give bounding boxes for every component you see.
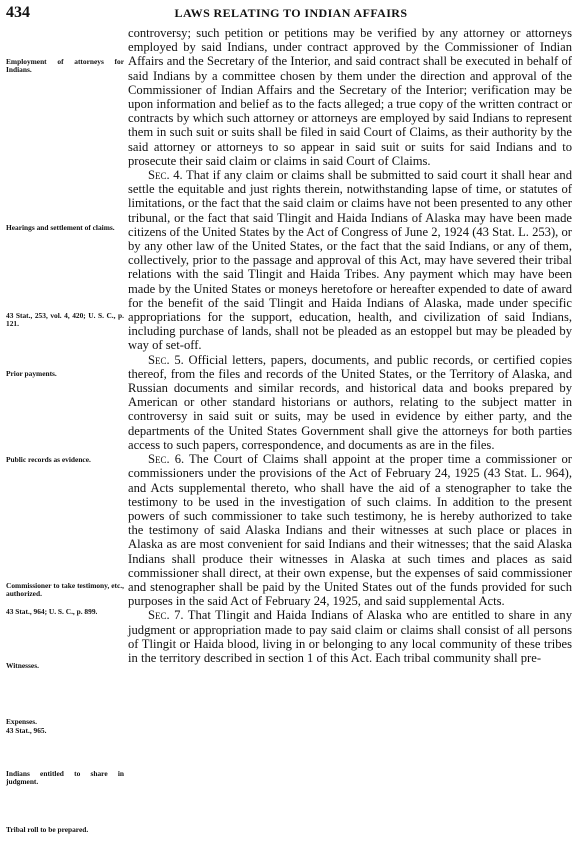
section-label: Sec. 7. bbox=[148, 608, 184, 623]
margin-note: 43 Stat., 964; U. S. C., p. 899. bbox=[6, 607, 98, 616]
section-paragraph bbox=[128, 168, 572, 353]
margin-note: Indians entitled to share in judgment. bbox=[6, 769, 124, 787]
section-paragraph bbox=[128, 608, 572, 665]
margin-note: 43 Stat., 253, vol. 4, 420; U. S. C., p. 121. bbox=[6, 311, 124, 329]
section-label: Sec. 6. bbox=[148, 452, 185, 467]
margin-note: Public records as evidence. bbox=[6, 455, 91, 464]
paragraph-text: Official letters, papers, documents, and public records, or certified copies thereof, from the files and records of the United States, or the Territory of Alaska, and Russian documents and similar records, and historical data and books prepared by American or other standard historians or authors, relating to the subject matter in controversy in said suit or suits, may be used in evidence by either party, and the departments of the United States Government shall give the attorneys for both parties access to such papers, correspondence, and documents as are in the files. bbox=[128, 352, 572, 452]
margin-note: Employment of attorneys for Indians. bbox=[6, 57, 124, 75]
paragraph-text: The Court of Claims shall appoint at the proper time a commissioner or commissioners under the provisions of the Act of February 24, 1925 (43 Stat. L. 964), and Acts supplemental thereto, who shall have the aid of a stenographer to take the testimony to be used in the investigation of such claims. In addition to the present powers of such commissioner to take such testimony, he is hereby authorized to take the testimony of said Alaska Indians and their witnesses at such place or places in Alaska as are most convenient for said Indians and their witnesses; that the said Alaska Indians shall produce their witnesses in Alaska at such times and places as said commissioner shall direct, at their own expense, but the expenses of said commissioner and stenographer shall be paid by the United States out of the funds provided for such purposes in the said Act of February 24, 1925, and said supplemental Acts. bbox=[128, 452, 573, 609]
margin-notes bbox=[0, 0, 124, 850]
section-paragraph bbox=[128, 353, 572, 452]
margin-note: Tribal roll to be prepared. bbox=[6, 825, 89, 834]
section-label: Sec. 5. bbox=[148, 352, 184, 367]
margin-note: Hearings and settlement of claims. bbox=[6, 223, 115, 232]
paragraph-text: That if any claim or claims shall be submitted to said court it shall hear and settle the equitable and just rights therein, notwithstanding lapse of time, or statutes of limitations, or the fact that the said claim or claims have not been presented to any other tribunal, or the fact that said Tlingit and Haida Indians of Alaska may have been made citizens of the United States by the Act of Congress of June 2, 1924 (43 Stat. L. 253), or by any other law of the United States, or the fact that the said Indians, or any of them, collectively, prior to the passage and approval of this Act, may have severed their tribal relations with the said Tlingit and Haida Tribes. Any payment which may have been made by the United States or moneys heretofore or hereafter expended to date of award for the benefit of the said Tlingit and Haida Indians of Alaska, made under specific appropriations for the support, education, health, and civilization of said Indians, including purchase of lands, shall not be pleaded as an estoppel but may be pleaded by way of set-off. bbox=[128, 168, 572, 353]
margin-note: Witnesses. bbox=[6, 661, 39, 670]
running-head: LAWS RELATING TO INDIAN AFFAIRS bbox=[174, 6, 408, 20]
margin-note: Expenses. bbox=[6, 717, 38, 726]
paragraph-text: That Tlingit and Haida Indians of Alaska who are entitled to share in any judgment or appropriation made to pay said claim or claims shall consist of all persons of Tlingit or Haida blood, living in or belonging to any local community of these tribes in the territory described in section 1 of this Act. Each tribal community shall pre- bbox=[128, 608, 572, 665]
margin-note: Prior payments. bbox=[6, 369, 57, 378]
section-label: Sec. 4. bbox=[148, 168, 183, 183]
body-text bbox=[128, 26, 572, 665]
margin-note: Commissioner to take testimony, etc., authorized. bbox=[6, 581, 124, 599]
margin-note: 43 Stat., 965. bbox=[6, 726, 47, 735]
paragraph-text: controversy; such petition or petitions may be verified by any attorney or attorneys employed by said Indians, under contract approved by the Commissioner of Indian Affairs and the Secretary of the Interior, and said contract shall be executed in behalf of said Indians by a committee chosen by them under the direction and approval of the Commissioner of Indian Affairs and the Secretary of the Interior; verification may be upon information and belief as to the facts alleged; a true copy of the written contract or contracts by which such attorney or attorneys are employed by said Indians to represent them in such suit or suits shall be filed in said Court of Claims, as their authority by the said attorney or attorneys to so appear in said suit or suits for said Indians and to prosecute their said claim or claims in said Court of Claims. bbox=[128, 26, 572, 168]
paragraph bbox=[128, 26, 572, 168]
section-paragraph bbox=[128, 452, 572, 608]
page-number: 434 bbox=[6, 4, 30, 21]
